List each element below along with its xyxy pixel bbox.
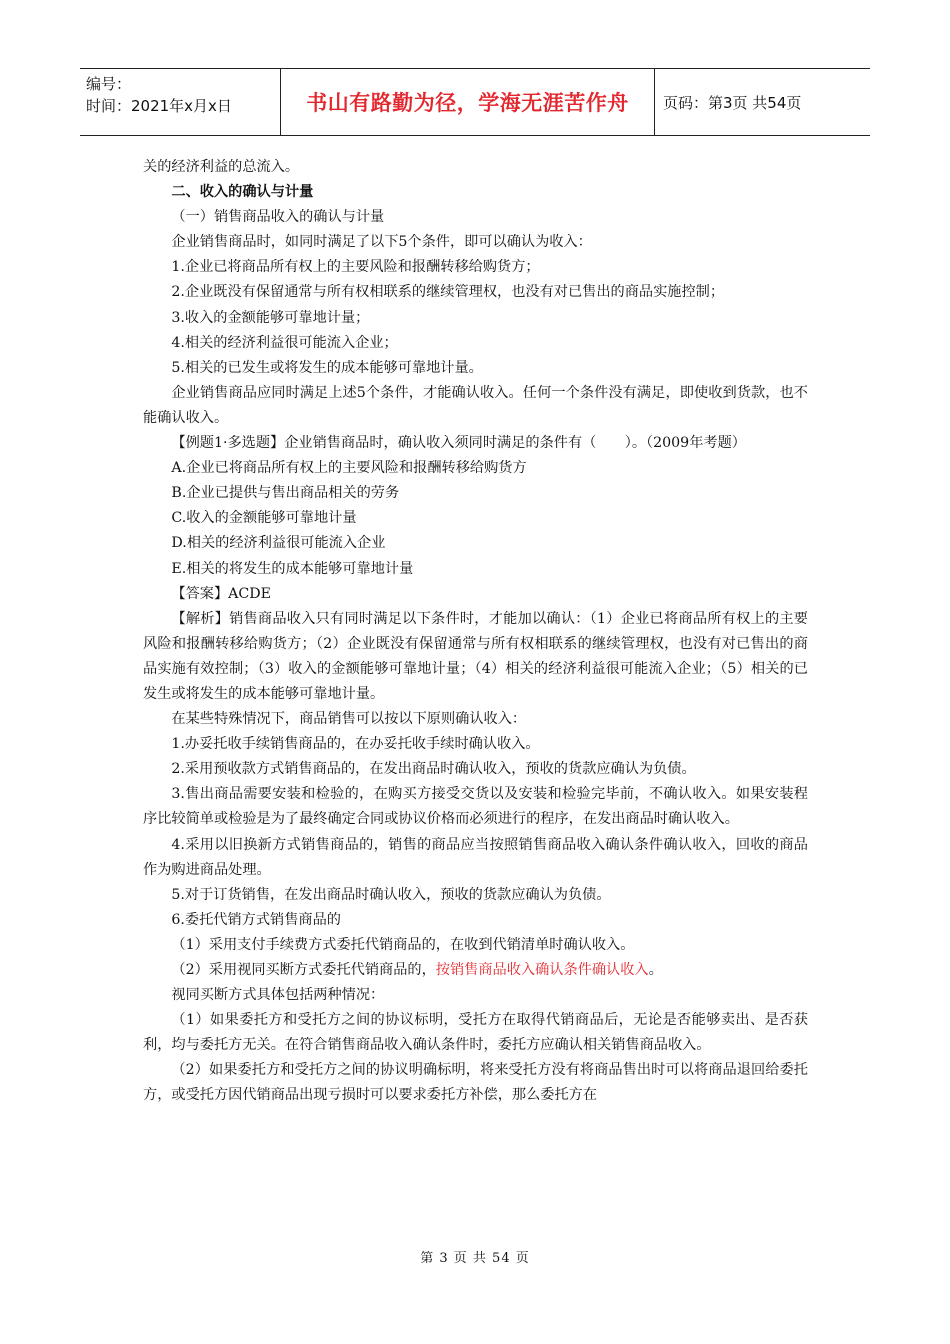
paragraph bbox=[143, 381, 808, 431]
paragraph-text: 企业销售商品时，如同时满足了以下5个条件，即可以确认为收入： bbox=[171, 234, 592, 251]
paragraph-text: 1.办妥托收手续销售商品的，在办妥托收手续时确认收入。 bbox=[171, 736, 540, 753]
paragraph bbox=[143, 255, 808, 280]
page-header bbox=[80, 68, 870, 136]
paragraph-text: 关的经济利益的总流入。 bbox=[143, 159, 300, 175]
paragraph bbox=[143, 180, 808, 205]
paragraph bbox=[143, 1008, 808, 1058]
paragraph bbox=[143, 958, 808, 983]
paragraph-text: A.企业已将商品所有权上的主要风险和报酬转移给购货方 bbox=[171, 460, 527, 477]
paragraph bbox=[143, 732, 808, 757]
paragraph-text: （2）采用视同买断方式委托代销商品的， bbox=[171, 962, 436, 978]
paragraph-text: 4.采用以旧换新方式销售商品的，销售的商品应当按照销售商品收入确认条件确认收入，回收的商品作为购进商品处理。 bbox=[143, 836, 808, 878]
document-body bbox=[143, 155, 808, 1109]
paragraph-text: （2）如果委托方和受托方之间的协议明确标明，将来受托方没有将商品售出时可以将商品退回给委托方，或受托方因代销商品出现亏损时可以要求委托方补偿，那么委托方在 bbox=[143, 1062, 808, 1104]
paragraph bbox=[143, 481, 808, 506]
paragraph bbox=[143, 607, 808, 707]
paragraph bbox=[143, 1058, 808, 1108]
paragraph-text: （1）采用支付手续费方式委托代销商品的，在收到代销清单时确认收入。 bbox=[171, 936, 635, 953]
page-footer: 第 3 页 共 54 页 bbox=[420, 1251, 530, 1266]
paragraph-text: （一）销售商品收入的确认与计量 bbox=[171, 209, 385, 226]
paragraph-text: C.收入的金额能够可靠地计量 bbox=[171, 510, 357, 527]
paragraph-text: 3.售出商品需要安装和检验的，在购买方接受交货以及安装和检验完毕前，不确认收入。如果安装程序比较简单或检验是为了最终确定合同或协议价格而必须进行的程序，在发出商品时确认收入。 bbox=[143, 786, 808, 828]
header-motto: 书山有路勤为径，学海无涯苦作舟 bbox=[281, 69, 655, 135]
paragraph-text: 二、收入的确认与计量 bbox=[171, 184, 314, 201]
paragraph-text: 5.相关的已发生或将发生的成本能够可靠地计量。 bbox=[171, 359, 483, 376]
paragraph-text: 4.相关的经济利益很可能流入企业； bbox=[171, 334, 398, 351]
paragraph bbox=[143, 456, 808, 481]
paragraph-text: 6.委托代销方式销售商品的 bbox=[171, 911, 341, 928]
paragraph-text: 【例题1·多选题】企业销售商品时，确认收入须同时满足的条件有（ ）。（2009年考题） bbox=[171, 435, 746, 452]
doc-date-label: 时间：2021年x月x日 bbox=[86, 97, 232, 115]
paragraph bbox=[143, 155, 808, 180]
paragraph-text: 【解析】销售商品收入只有同时满足以下条件时，才能加以确认：（1）企业已将商品所有权上的主要风险和报酬转移给购货方；（2）企业既没有保留通常与所有权相联系的继续管理权，也没有对已售出的商品实施有效控制；（3）收入的金额能够可靠地计量；（4）相关的经济利益很可能流入企业；（5）相关的已发生或将发生的成本能够可靠地计量。 bbox=[143, 610, 808, 702]
paragraph-text: B.企业已提供与售出商品相关的劳务 bbox=[171, 485, 400, 502]
header-meta bbox=[80, 69, 281, 135]
paragraph bbox=[143, 557, 808, 582]
paragraph bbox=[143, 833, 808, 883]
paragraph bbox=[143, 908, 808, 933]
paragraph-text: 5.对于订货销售，在发出商品时确认收入，预收的货款应确认为负债。 bbox=[171, 886, 611, 903]
paragraph bbox=[143, 582, 808, 607]
paragraph bbox=[143, 331, 808, 356]
highlighted-text: 按销售商品收入确认条件确认收入 bbox=[435, 962, 649, 978]
paragraph-text: 【答案】ACDE bbox=[171, 585, 271, 602]
paragraph-text: 在某些特殊情况下，商品销售可以按以下原则确认收入： bbox=[171, 711, 527, 728]
paragraph bbox=[143, 531, 808, 556]
paragraph-text: 1.企业已将商品所有权上的主要风险和报酬转移给购货方； bbox=[171, 259, 540, 276]
paragraph bbox=[143, 757, 808, 782]
paragraph-text: D.相关的经济利益很可能流入企业 bbox=[171, 535, 386, 552]
paragraph-text: 企业销售商品应同时满足上述5个条件，才能确认收入。任何一个条件没有满足，即使收到货款，也不能确认收入。 bbox=[143, 384, 808, 426]
paragraph bbox=[143, 431, 808, 456]
paragraph-text-tail: 。 bbox=[648, 962, 663, 978]
paragraph bbox=[143, 230, 808, 255]
paragraph bbox=[143, 205, 808, 230]
paragraph bbox=[143, 933, 808, 958]
paragraph bbox=[143, 983, 808, 1008]
paragraph-text: E.相关的将发生的成本能够可靠地计量 bbox=[171, 560, 414, 577]
paragraph bbox=[143, 707, 808, 732]
paragraph bbox=[143, 782, 808, 832]
paragraph-text: 2.企业既没有保留通常与所有权相联系的继续管理权，也没有对已售出的商品实施控制； bbox=[171, 284, 725, 301]
paragraph bbox=[143, 356, 808, 381]
paragraph bbox=[143, 883, 808, 908]
paragraph bbox=[143, 306, 808, 331]
paragraph-text: （1）如果委托方和受托方之间的协议标明，受托方在取得代销商品后，无论是否能够卖出、是否获利，均与委托方无关。在符合销售商品收入确认条件时，委托方应确认相关销售商品收入。 bbox=[143, 1012, 808, 1054]
paragraph bbox=[143, 506, 808, 531]
doc-number-label: 编号： bbox=[86, 75, 132, 93]
header-page-label: 页码：第3页 共54页 bbox=[663, 93, 802, 112]
paragraph bbox=[143, 280, 808, 305]
paragraph-text: 视同买断方式具体包括两种情况： bbox=[171, 987, 385, 1004]
paragraph-text: 2.采用预收款方式销售商品的，在发出商品时确认收入，预收的货款应确认为负债。 bbox=[171, 761, 696, 778]
paragraph-text: 3.收入的金额能够可靠地计量； bbox=[171, 309, 370, 326]
